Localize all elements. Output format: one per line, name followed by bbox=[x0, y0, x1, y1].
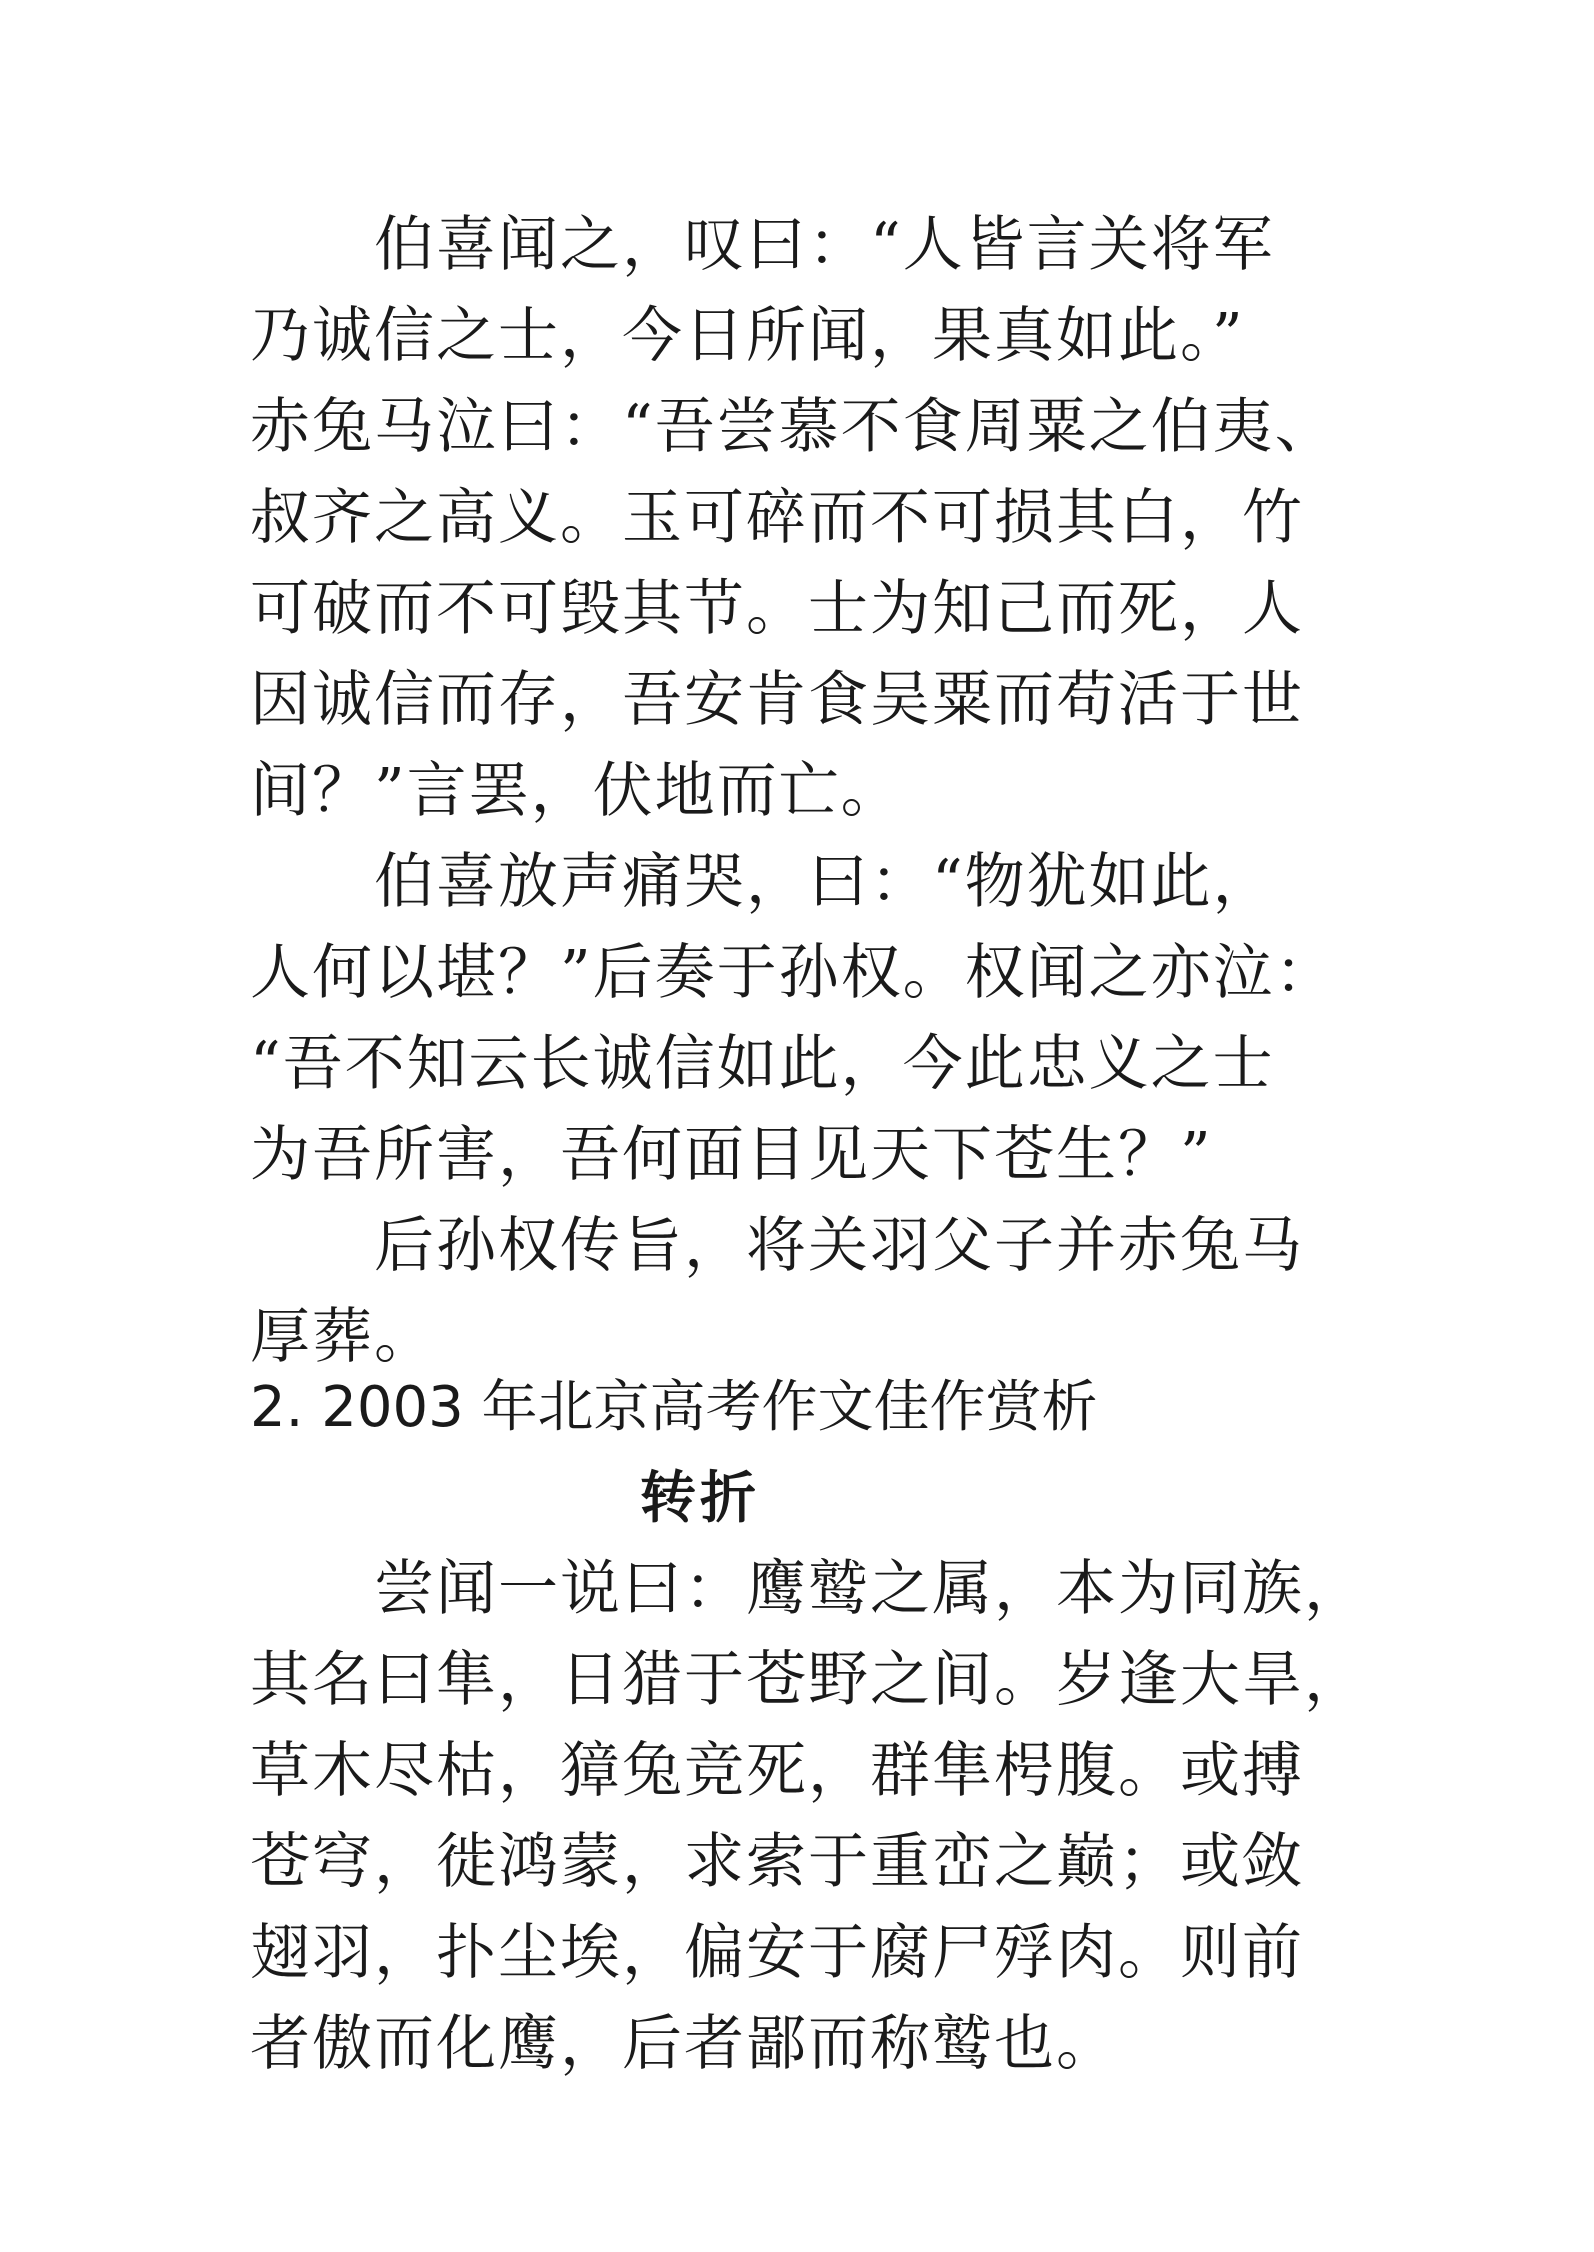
paragraph-line: “吾不知云长诚信如此，今此忠义之士 bbox=[250, 1029, 1275, 1099]
paragraph-line: 后孙权传旨，将关羽父子并赤兔马 bbox=[250, 1211, 1304, 1281]
paragraph-line: 伯喜放声痛哭，曰：“物犹如此， bbox=[250, 847, 1275, 917]
paragraph-line: 叔齐之高义。玉可碎而不可损其白，竹 bbox=[250, 483, 1304, 553]
paragraph-line: 者傲而化鹰，后者鄙而称鹫也。 bbox=[250, 2009, 1118, 2079]
paragraph-line: 为吾所害，吾何面目见天下苍生？” bbox=[250, 1120, 1213, 1190]
paragraph-line: 因诚信而存，吾安肯食吴粟而苟活于世 bbox=[250, 665, 1304, 735]
paragraph-line: 尝闻一说曰：鹰鹫之属，本为同族， bbox=[250, 1554, 1366, 1624]
paragraph-line: 苍穹，徙鸿蒙，求索于重峦之巅；或敛 bbox=[250, 1827, 1304, 1897]
paragraph-line: 厚葬。 bbox=[250, 1302, 436, 1372]
paragraph-line: 可破而不可毁其节。士为知己而死，人 bbox=[250, 574, 1304, 644]
section-heading: 2. 2003 年北京高考作文佳作赏析 bbox=[250, 1375, 1098, 1440]
essay-title: 转折 bbox=[640, 1466, 760, 1531]
paragraph-line: 翅羽，扑尘埃，偏安于腐尸殍肉。则前 bbox=[250, 1918, 1304, 1988]
paragraph-line: 伯喜闻之，叹曰：“人皆言关将军 bbox=[250, 210, 1275, 280]
paragraph-line: 赤兔马泣曰：“吾尝慕不食周粟之伯夷、 bbox=[250, 392, 1337, 462]
essay-section bbox=[250, 1362, 1370, 2090]
paragraph-line: 乃诚信之士，今日所闻，果真如此。” bbox=[250, 301, 1245, 371]
paragraph-line: 草木尽枯，獐兔竞死，群隼枵腹。或搏 bbox=[250, 1736, 1304, 1806]
paragraph-line: 间？”言罢，伏地而亡。 bbox=[250, 756, 903, 826]
story-ending-section bbox=[250, 200, 1370, 1383]
paragraph-line: 其名曰隼，日猎于苍野之间。岁逢大旱， bbox=[250, 1645, 1366, 1715]
paragraph-line: 人何以堪？”后奏于孙权。权闻之亦泣： bbox=[250, 938, 1337, 1008]
